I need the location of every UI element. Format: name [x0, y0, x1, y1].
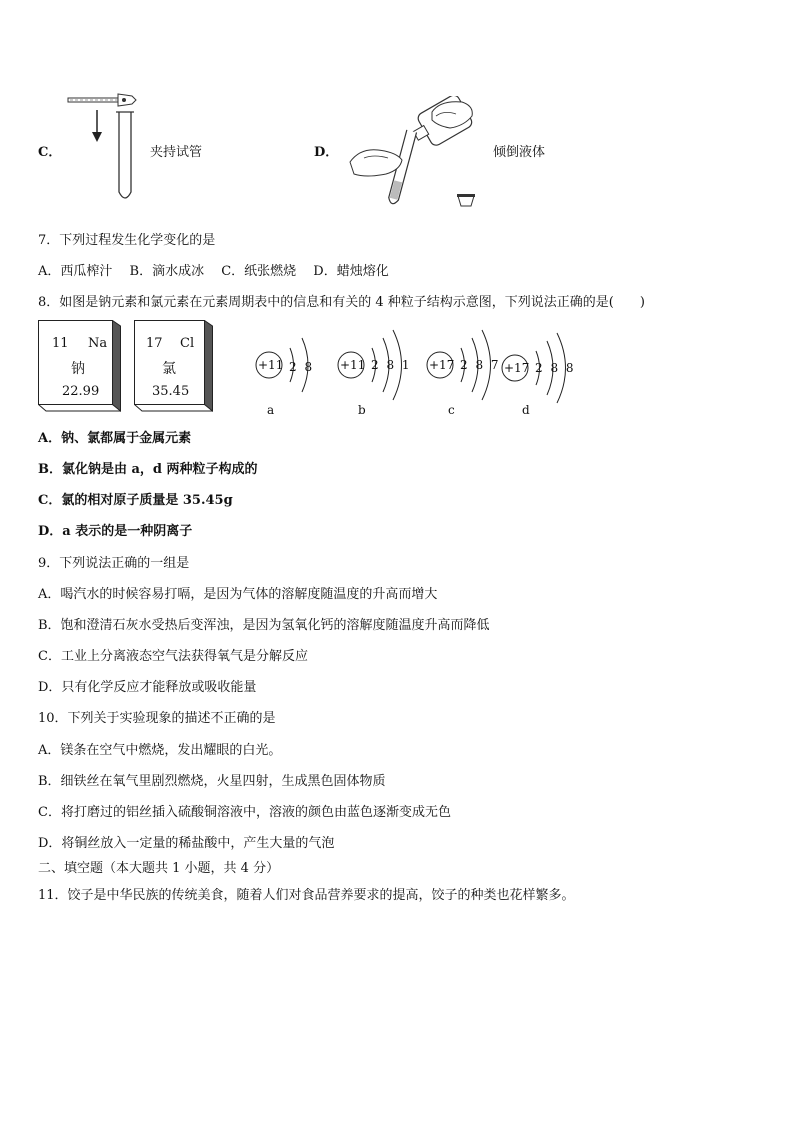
particle-c-nucleus: +17 — [429, 358, 455, 372]
element-number: 11 — [52, 336, 69, 351]
option-d-caption: 倾倒液体 — [493, 145, 546, 160]
particle-c-label: c — [448, 403, 455, 417]
element-symbol: Cl — [180, 336, 195, 351]
q10-option-b: B．细铁丝在氧气里剧烈燃烧，火星四射，生成黑色固体物质 — [38, 774, 386, 789]
option-d-letter: D． — [314, 145, 339, 160]
particle-a-shells: 2 8 — [289, 360, 315, 374]
element-symbol: Na — [88, 336, 108, 351]
q8-option-d: D．a 表示的是一种阴离子 — [38, 524, 193, 539]
q8-option-b: B．氯化钠是由 a，d 两种粒子构成的 — [38, 462, 258, 477]
particle-b-label: b — [358, 403, 366, 417]
element-cell-chlorine — [134, 320, 218, 412]
particle-d-shells: 2 8 8 — [535, 361, 576, 375]
particle-d-nucleus: +17 — [504, 361, 530, 375]
q9-option-c: C．工业上分离液态空气法获得氧气是分解反应 — [38, 649, 308, 664]
q11-stem: 11．饺子是中华民族的传统美食，随着人们对食品营养要求的提高，饺子的种类也花样繁多。 — [38, 888, 575, 903]
pouring-liquid-illustration — [344, 96, 494, 214]
particle-c-shells: 2 8 7 — [460, 358, 501, 372]
particle-b-nucleus: +11 — [340, 358, 366, 372]
section-title: 二、填空题（本大题共 1 小题，共 4 分） — [38, 861, 280, 876]
q10-option-c: C．将打磨过的铝丝插入硫酸铜溶液中，溶液的颜色由蓝色逐渐变成无色 — [38, 805, 451, 820]
q10-option-a: A．镁条在空气中燃烧，发出耀眼的白光。 — [38, 743, 282, 758]
q7-stem: 7．下列过程发生化学变化的是 — [38, 233, 216, 248]
q9-option-a: A．喝汽水的时候容易打嗝，是因为气体的溶解度随温度的升高而增大 — [38, 587, 438, 602]
element-number: 17 — [146, 336, 163, 351]
particle-d-label: d — [522, 403, 530, 417]
q8-option-c: C．氯的相对原子质量是 35.45g — [38, 493, 233, 508]
q10-stem: 10．下列关于实验现象的描述不正确的是 — [38, 711, 276, 726]
option-c-letter: C． — [38, 145, 62, 160]
particle-a-label: a — [267, 403, 275, 417]
q9-option-b: B．饱和澄清石灰水受热后变浑浊，是因为氢氧化钙的溶解度随温度升高而降低 — [38, 618, 490, 633]
q8-option-a: A．钠、氯都属于金属元素 — [38, 431, 192, 446]
particle-a-nucleus: +11 — [258, 358, 284, 372]
q8-stem: 8．如图是钠元素和氯元素在元素周期表中的信息和有关的 4 种粒子结构示意图，下列说法正确的是( ) — [38, 295, 645, 310]
element-mass: 22.99 — [62, 384, 100, 399]
q10-option-d: D．将铜丝放入一定量的稀盐酸中，产生大量的气泡 — [38, 836, 335, 851]
element-mass: 35.45 — [152, 384, 190, 399]
q9-stem: 9．下列说法正确的一组是 — [38, 556, 190, 571]
q9-option-d: D．只有化学反应才能释放或吸收能量 — [38, 680, 257, 695]
option-c-caption: 夹持试管 — [150, 145, 203, 160]
element-name: 钠 — [71, 361, 85, 377]
element-name: 氯 — [162, 361, 176, 377]
element-cell-sodium — [38, 320, 122, 412]
q7-options: A．西瓜榨汁 B．滴水成冰 C．纸张燃烧 D．蜡烛熔化 — [38, 264, 389, 279]
test-tube-clamp-illustration — [62, 88, 144, 206]
particle-b-shells: 2 8 1 — [371, 358, 412, 372]
